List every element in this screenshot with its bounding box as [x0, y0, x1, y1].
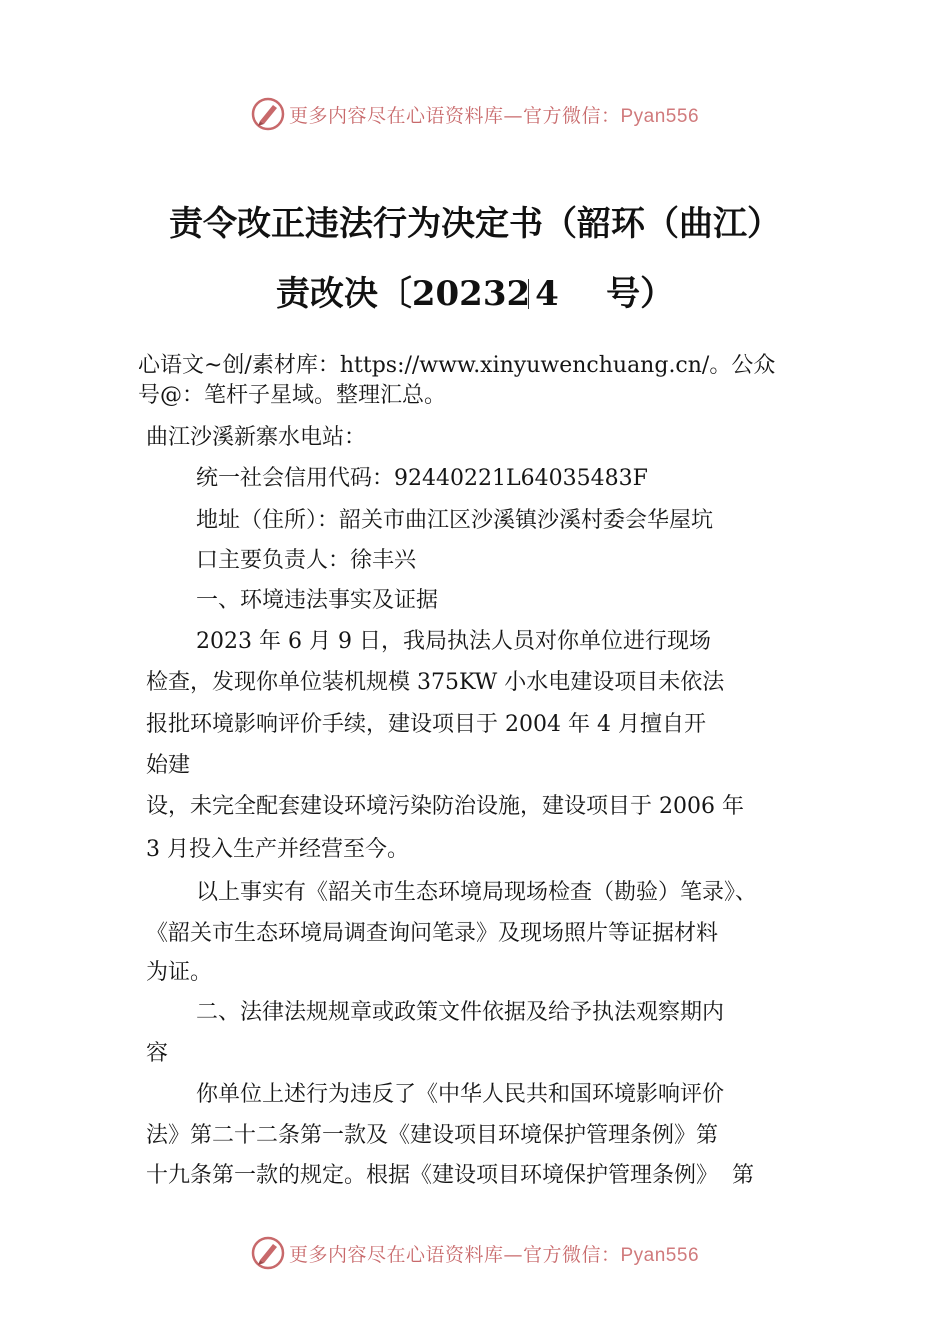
paragraph3-line1: 你单位上述行为违反了《中华人民共和国环境影响评价 — [196, 1082, 725, 1107]
paragraph2-line1: 以上事实有《韶关市生态环境局现场检查（勘验）笔录》、 — [196, 880, 758, 905]
address: 地址（住所）：韶关市曲江区沙溪镇沙溪村委会华屋坑 — [196, 508, 714, 533]
footer-banner — [0, 1233, 950, 1273]
section2-heading-line1: 二、法律法规规章或政策文件依据及给予执法观察期内 — [196, 1000, 725, 1025]
paragraph3-line2: 法》第二十二条第一款及《建设项目环境保护管理条例》第 — [146, 1123, 719, 1148]
paragraph1-line6: 3 月投入生产并经营至今。 — [146, 837, 409, 862]
paragraph2-line2: 《韶关市生态环境局调查询问笔录》及现场照片等证据材料 — [146, 921, 719, 946]
header-banner — [0, 94, 950, 134]
source-note-line2: 号@：笔杆子星域。整理汇总。 — [138, 383, 447, 408]
document-title-line2 — [0, 266, 950, 315]
recipient: 曲江沙溪新寨水电站： — [146, 425, 367, 450]
pen-logo-icon — [251, 97, 285, 131]
principal: 口主要负责人：徐丰兴 — [196, 548, 417, 573]
source-note-line1: 心语文~创/素材库：https://www.xinyuwenchuang.cn/。公众 — [138, 353, 776, 378]
paragraph2-line3: 为证。 — [146, 960, 213, 985]
document-title-line1: 责令改正违法行为决定书（韶环（曲江） — [169, 204, 781, 244]
document-number-head: 责改决〔20232 — [275, 274, 531, 314]
banner-text: 更多内容尽在心语资料库—官方微信：Pyan556 — [288, 104, 700, 127]
pen-logo-icon — [251, 1236, 285, 1270]
paragraph1-line3: 报批环境影响评价手续，建设项目于 2004 年 4 月擅自开 — [146, 712, 706, 737]
document-number-tail: 4 号） — [535, 274, 675, 314]
paragraph3-line3: 十九条第一款的规定。根据《建设项目环境保护管理条例》 第 — [146, 1163, 754, 1188]
wechat-id: Pyan556 — [620, 1244, 700, 1266]
section2-heading-line2: 容 — [146, 1041, 169, 1066]
paragraph1-line1: 2023 年 6 月 9 日，我局执法人员对你单位进行现场 — [196, 629, 711, 654]
paragraph1-line2: 检查，发现你单位装机规模 375KW 小水电建设项目未依法 — [146, 670, 725, 695]
paragraph1-line4: 始建 — [146, 753, 191, 778]
section1-heading: 一、环境违法事实及证据 — [196, 588, 439, 613]
credit-code: 统一社会信用代码：92440221L64035483F — [196, 466, 648, 491]
wechat-id: Pyan556 — [620, 105, 700, 127]
paragraph1-line5: 设，未完全配套建设环境污染防治设施，建设项目于 2006 年 — [146, 794, 744, 819]
banner-text: 更多内容尽在心语资料库—官方微信：Pyan556 — [288, 1243, 700, 1266]
